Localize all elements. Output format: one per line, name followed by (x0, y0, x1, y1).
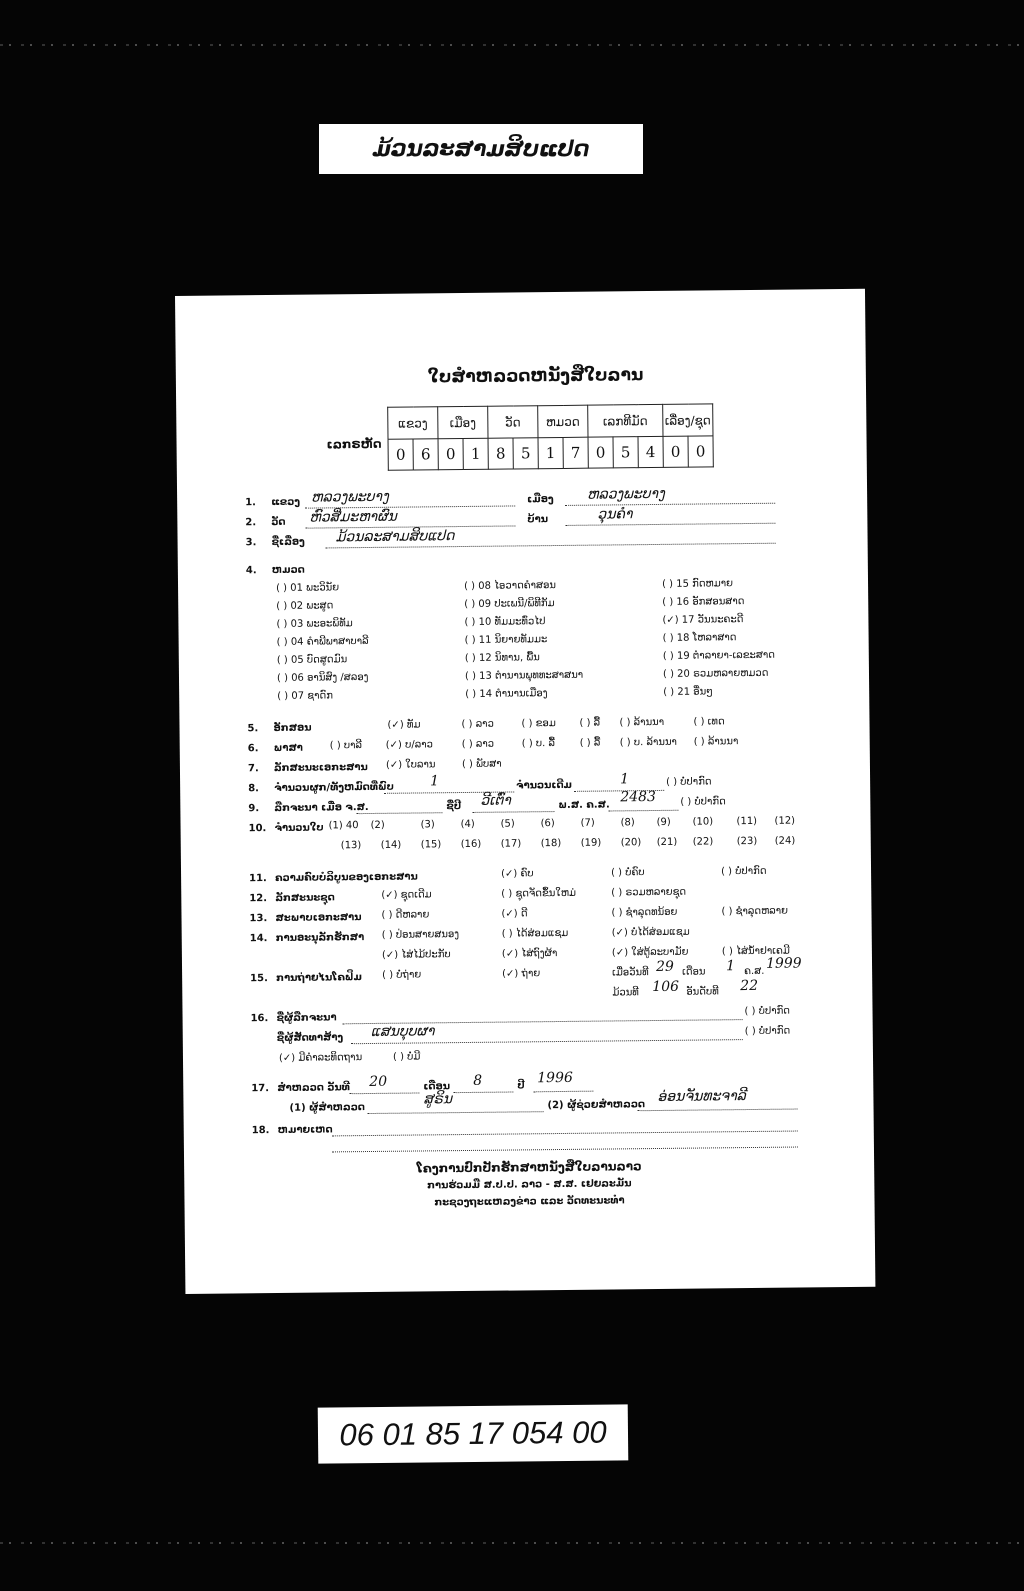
script-option: ( ) ເທດ (693, 716, 725, 728)
code-digit: 0 (663, 436, 688, 467)
category-option: ( ) 11 ນິຍາຍທັມມະ (464, 634, 548, 646)
code-header: ຫມວດ (538, 405, 588, 438)
leaf-count-slot: (1) 40 (328, 820, 359, 832)
script-option: ( ) ຂອມ (521, 718, 556, 730)
dotted-line (332, 1146, 798, 1153)
leaf-count-slot: (21) (656, 836, 678, 848)
conservation-option: ( ) ໄສ່ນ້ຳຢາເຄມີ (721, 945, 790, 958)
language-option: ( ) ລື້ (579, 737, 601, 749)
dotted-line (349, 1091, 419, 1094)
era-label: ພ.ສ. ຄ.ສ. (558, 799, 610, 812)
microfilm-option: (✓) ຖ່າຍ (502, 968, 541, 980)
code-digit: 8 (488, 438, 513, 469)
code-table (387, 403, 714, 470)
scribe-label: ຊື່ຜູ້ລືກຈະນາ (276, 1012, 337, 1024)
leaf-count-slot: (11) (736, 815, 758, 828)
condition-option: ( ) ຊຳລຸດຫລາຍ (721, 905, 789, 918)
scribe-none: ( ) ບໍ່ປາກົດ (744, 1005, 791, 1018)
scan-noise-top (0, 44, 1024, 46)
leaf-count-slot: (9) (656, 816, 671, 828)
row-number: 10. (248, 823, 267, 835)
sponsor-none: ( ) ບໍ່ປາກົດ (744, 1025, 791, 1038)
leaf-count-slot: (20) (620, 837, 642, 849)
microfilm-year: 1999 (765, 955, 802, 972)
remarks-label: ຫມາຍເຫດ (277, 1124, 333, 1136)
dotted-line (453, 1091, 513, 1094)
set-type-label: ລັກສະນະຊຸດ (275, 892, 335, 904)
assistant-value: ອ່ອນຈັນທະຈາລີ (657, 1088, 746, 1105)
category-label: ຫມວດ (271, 564, 305, 577)
category-option: ( ) 01 ພະວິນັຍ (276, 582, 340, 594)
original-count-none: ( ) ບໍ່ປາກົດ (666, 776, 712, 788)
district-label: ເມືອງ (527, 494, 554, 506)
code-header: ວັດ (488, 406, 538, 439)
category-option: ( ) 12 ນິທານ, ພື້ນ (464, 652, 540, 664)
row-number: 6. (247, 743, 259, 755)
category-option: ( ) 20 ຣວມຫລາຍຫມວດ (662, 667, 769, 680)
sponsor-label: ຊື່ຜູ້ສັດທາສ້າງ (276, 1032, 344, 1044)
row-number: 7. (247, 763, 259, 775)
category-option: (✓) 17 ວັນນະຄະດີ (662, 614, 744, 626)
leaf-count-slot: (2) (370, 819, 385, 831)
leaf-count-slot: (10) (692, 816, 714, 828)
code-header-row (388, 404, 713, 439)
leaf-count-slot: (24) (774, 835, 796, 847)
code-digit: 5 (513, 438, 538, 469)
leaf-count-slot: (22) (692, 836, 714, 848)
dotted-line (608, 809, 678, 812)
survey-month-label: ເດືອນ (423, 1081, 451, 1093)
survey-year: 1996 (537, 1069, 573, 1087)
leaf-count-slot: (23) (736, 835, 758, 848)
form-title: ໃບສຳຫລວດຫນັງສືໃບລານ (427, 365, 644, 388)
surveyor-label: (1) ຜູ້ສຳຫລວດ (289, 1102, 365, 1114)
code-digit: 0 (388, 439, 413, 470)
category-option: ( ) 09 ປະເພນີ/ພິທີກັມ (464, 598, 555, 610)
footer-cooperation: ການຮ່ວມມື ສ.ປ.ປ. ລາວ - ສ.ສ. ເຢຍລະມັນ (427, 1178, 632, 1192)
leaf-count-slot: (15) (420, 839, 442, 851)
category-option: ( ) 05 ບົດສູດມົນ (276, 654, 348, 666)
conservation-option: ( ) ປ່ອນສາຍສນອງ (381, 929, 460, 941)
code-digit: 0 (688, 436, 713, 467)
dotted-line (356, 811, 442, 814)
language-option: (✓) ບ/ລາວ (385, 739, 433, 751)
category-option: ( ) 15 ກົດຫມາຍ (661, 578, 734, 590)
leaf-count-slot: (4) (460, 818, 475, 831)
microfilm-order: 22 (740, 977, 759, 995)
title-label: ຊື່ເລື່ອງ (271, 536, 305, 549)
village-value: ວຸນຄຳ (597, 506, 633, 523)
original-count-value: 1 (620, 771, 630, 788)
province-label: ແຂວງ (271, 496, 301, 509)
surveyor-value: ສູຣິນ (423, 1091, 453, 1108)
language-label: ພາສາ (273, 742, 303, 754)
microfilm-day: 29 (655, 958, 674, 975)
code-digit: 6 (413, 439, 438, 470)
code-digit: 5 (613, 437, 638, 468)
document-type-option: ( ) ພັບສາ (461, 758, 502, 771)
conservation-option: (✓) ໄສ່ຖົງຜ້າ (501, 948, 558, 960)
row-number: 3. (245, 537, 257, 549)
year-name-value: ວີເຕົ່າ (480, 792, 512, 809)
code-label: ເລກຣຫັດ (326, 436, 382, 452)
code-digit: 7 (563, 437, 588, 468)
conservation-option: (✓) ບໍ່ໄດ້ສ່ອມແຊມ (611, 926, 690, 939)
year-none: ( ) ບໍ່ປາກົດ (680, 796, 726, 808)
category-option: ( ) 07 ຊາດົກ (277, 690, 333, 702)
category-option: ( ) 18 ໂຫລາສາດ (662, 632, 737, 644)
language-option: ( ) ລ້ານນາ (693, 736, 739, 748)
row-number: 18. (251, 1125, 270, 1137)
footer-project: ໂຄງການປົກປັກຮັກສາຫນັງສືໃບລານລາວ (416, 1159, 642, 1176)
row-number: 4. (245, 565, 257, 577)
inscription-date-label: ລືກຈະນາ ເມື່ອ ຈ.ສ. (274, 802, 369, 814)
title-value: ມ້ວນລະສາມສິບແປດ (335, 528, 455, 546)
language-option: ( ) ບ. ລື້ (521, 738, 556, 750)
category-option: ( ) 14 ຕຳນານເມືອງ (465, 688, 548, 700)
code-digit-row (388, 436, 713, 470)
row-number: 12. (249, 893, 268, 905)
conservation-label: ການອະນຸລັກຮັກສາ (275, 932, 365, 944)
leaf-count-slot: (14) (380, 839, 402, 851)
script-option: ( ) ລາວ (461, 718, 494, 731)
leaf-count-slot: (18) (540, 837, 562, 850)
sponsor-value: ແສນບຸບຜາ (370, 1023, 435, 1040)
temple-label: ວັດ (271, 516, 286, 529)
code-digit: 0 (438, 438, 463, 469)
leaf-count-slot: (19) (580, 837, 602, 849)
leaf-count-slot: (8) (620, 817, 635, 829)
leaf-count-slot: (7) (580, 817, 595, 829)
leaf-count-slot: (6) (540, 818, 555, 830)
dotted-line (533, 1090, 593, 1093)
survey-month: 8 (473, 1072, 483, 1089)
category-option: ( ) 06 ອານິສົງ /ສລອງ (276, 671, 369, 684)
district-value: ຫລວງພະບາງ (587, 485, 665, 503)
dotted-line (472, 810, 554, 813)
condition-label: ສະພາບເອກະສານ (275, 912, 362, 924)
microfilm-year-label: ຄ.ສ. (744, 965, 765, 978)
row-number: 11. (249, 873, 267, 885)
dedication-option: ( ) ບໍ່ມີ (392, 1051, 421, 1063)
code-digit: 1 (538, 437, 563, 468)
leaf-count-slot: (12) (774, 815, 796, 827)
dotted-line (368, 1110, 544, 1114)
script-option: ( ) ລື້ (579, 717, 601, 729)
language-option: ( ) ລາວ (461, 738, 495, 751)
survey-form-sheet (175, 289, 875, 1294)
original-count-label: ຈຳນວນເດີມ (516, 779, 573, 792)
condition-option: (✓) ດີ (501, 908, 528, 920)
code-digit: 0 (588, 437, 613, 468)
row-number: 5. (247, 723, 259, 735)
set-type-option: (✓) ຊຸດເດີມ (381, 889, 432, 901)
row-number: 17. (251, 1083, 270, 1095)
row-number: 9. (248, 803, 260, 815)
script-label: ອັກສອນ (273, 722, 312, 734)
province-value: ຫລວງພະບາງ (311, 488, 389, 506)
microfilm-date-label: ເມື່ອວັນທີ (612, 967, 649, 979)
set-type-option: ( ) ຊຸດຈັດຂຶ້ນໃຫມ່ (501, 887, 577, 900)
leaf-count-slot: (3) (420, 819, 435, 831)
microfilm-order-label: ອັນດັບທີ (686, 986, 719, 998)
dotted-line (332, 1130, 798, 1137)
dedication-option: (✓) ມີຄຳລະທິດຖານ (278, 1052, 363, 1064)
row-number: 1. (245, 497, 256, 509)
completeness-option: ( ) ບໍ່ປາກົດ (721, 865, 767, 878)
document-type-label: ລັກສະນະເອກະສານ (273, 762, 368, 774)
category-option: ( ) 08 ໄອວາດຄຳສອນ (464, 580, 557, 592)
year-name-label: ຊື່ປີ (446, 801, 462, 813)
code-header: ເລກທີມັດ (588, 404, 663, 437)
bottom-code-label: 06 01 85 17 054 00 (318, 1404, 629, 1463)
bundle-count-value: 1 (430, 773, 440, 790)
survey-date-label: ສຳຫລວດ ວັນທີ (277, 1082, 351, 1094)
code-header: ເມືອງ (438, 406, 488, 439)
microfilm-label: ການຖ່າຍໄນໂຄຟິມ (276, 972, 362, 984)
completeness-option: ( ) ບໍ່ຄົບ (611, 867, 645, 879)
category-option: ( ) 04 ຄຳພີພາສາບາລີ (276, 635, 369, 648)
assistant-label: (2) ຜູ້ຊ່ວຍສຳຫລວດ (547, 1099, 646, 1112)
survey-year-label: ປີ (517, 1080, 525, 1092)
scan-noise-bottom (0, 1542, 1024, 1544)
category-option: ( ) 13 ຕຳນານພຸທທະສາສນາ (464, 669, 584, 682)
microfilm-month-label: ເດືອນ (682, 966, 706, 978)
row-number: 13. (249, 913, 268, 925)
condition-option: ( ) ດີຫລາຍ (381, 909, 430, 921)
row-number: 16. (250, 1013, 269, 1025)
category-option: ( ) 16 ອັກສອນສາດ (662, 596, 745, 608)
row-number: 15. (250, 973, 268, 985)
set-type-option: ( ) ຣວມຫລາຍຊຸດ (611, 886, 687, 899)
category-option: ( ) 21 ອື່ນໆ (663, 686, 713, 698)
survey-day: 20 (369, 1073, 388, 1091)
row-number: 14. (249, 933, 268, 945)
condition-option: ( ) ຊຳລຸດທນ້ອຍ (611, 906, 678, 919)
microfilm-roll-label: ມ້ວນທີ (612, 987, 639, 999)
row-number: 2. (245, 517, 257, 529)
leaf-count-slot: (13) (340, 840, 362, 852)
code-digit: 1 (463, 438, 488, 469)
category-option: ( ) 10 ທັມມະທົ່ວໄປ (464, 616, 546, 628)
temple-value: ຫົວສີ່ມະຫາຜົນ (309, 508, 397, 526)
footer-ministry: ກະຊວງຖະແຫລງຂ່າວ ແລະ ວັດທະນະທຳ (434, 1195, 625, 1209)
leaf-count-slot: (16) (460, 838, 482, 851)
village-label: ບ້ານ (527, 514, 549, 526)
script-option: ( ) ລ້ານນາ (619, 716, 665, 729)
completeness-label: ຄວາມຄົບບໍລິບູນຂອງເອກະສານ (275, 871, 418, 884)
dotted-line (638, 1108, 798, 1112)
code-header: ເລື່ອງ/ຊຸດ (663, 404, 713, 437)
year-value: 2483 (620, 788, 656, 806)
leaf-count-slot: (5) (500, 818, 515, 830)
language-option: ( ) ບາລີ (329, 740, 363, 752)
microfilm-option: ( ) ບໍ່ຖ່າຍ (382, 969, 422, 981)
bundle-count-label: ຈຳນວນຜູກ/ທັງຫມົດທີ່ພົບ (274, 781, 394, 794)
microfilm-roll: 106 (652, 978, 680, 996)
category-option: ( ) 19 ຕຳລາຍາ-ເລຂະສາດ (662, 649, 776, 662)
leaf-count-slot: (17) (500, 838, 522, 850)
category-option: ( ) 03 ພະອະພິທັມ (276, 618, 353, 630)
leaf-count-label: ຈຳນວນໃບ (274, 822, 324, 834)
conservation-option: ( ) ໄດ້ສ່ອມແຊມ (501, 927, 569, 940)
code-digit: 4 (638, 436, 663, 467)
code-header: ແຂວງ (388, 407, 438, 440)
top-label: ມ້ວນລະສາມສິບແປດ (319, 124, 643, 174)
conservation-option: (✓) ໄສ່ໄມ້ປະກັບ (381, 949, 451, 961)
conservation-option: (✓) ໃສ່ຕູ້ລະບາມັຍ (611, 946, 689, 959)
document-type-option: (✓) ໃບລານ (385, 759, 436, 771)
row-number: 8. (248, 783, 259, 795)
microfilm-month: 1 (725, 958, 736, 975)
script-option: (✓) ທັມ (387, 719, 421, 731)
category-option: ( ) 02 ພະສູດ (276, 600, 334, 612)
completeness-option: (✓) ຄົບ (501, 868, 534, 880)
language-option: ( ) ບ. ລ້ານນາ (619, 736, 677, 749)
